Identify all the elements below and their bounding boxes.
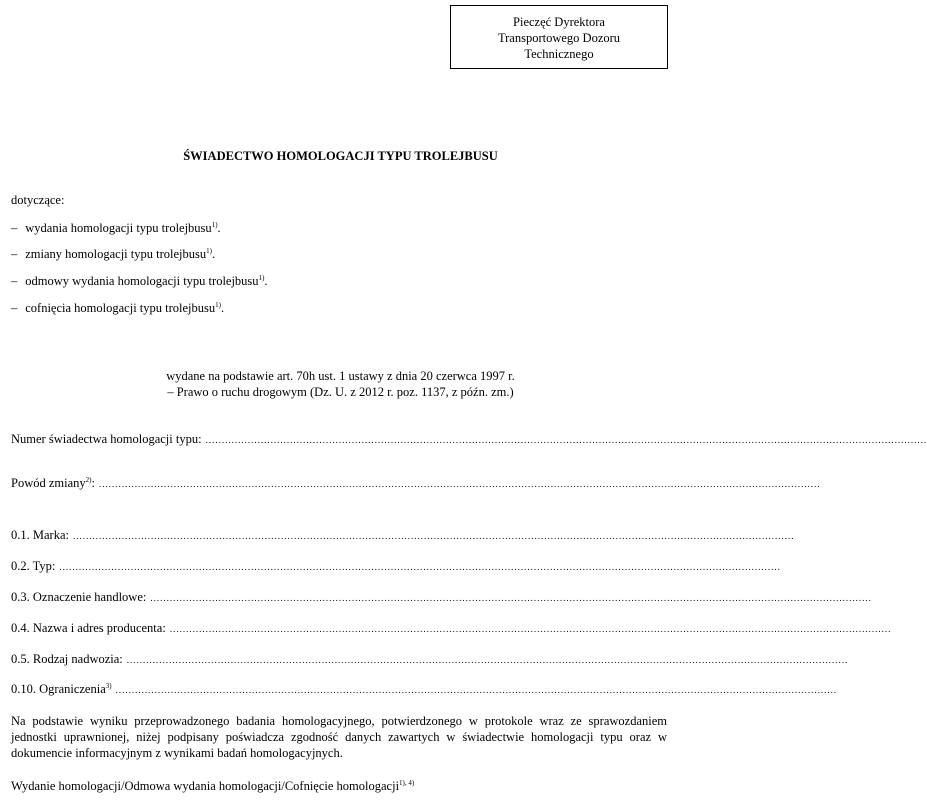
option-text: odmowy wydania homologacji typu trolejbusu xyxy=(25,274,259,288)
field-label: 0.5. Rodzaj nadwozia: xyxy=(11,652,123,666)
certification-paragraph: Na podstawie wyniku przeprowadzonego badania homologacyjnego, potwierdzonego w protokole wraz ze sprawozdaniem jednostki uprawnionej, niżej podpisany poświadcza zgodność danych zawartych w świadectwie homologacji typu oraz w dokumencie informacyjnym z wynikami badań homologacyjnych. xyxy=(11,714,667,760)
field-label: 0.4. Nazwa i adres producenta: xyxy=(11,621,166,635)
option-punct: . xyxy=(220,301,225,315)
option-refusal xyxy=(11,274,268,290)
stamp-line-1: Pieczęć Dyrektora xyxy=(513,15,605,29)
field-label: Powód zmiany$^{2)}$: xyxy=(11,476,95,490)
footnote-ref: 1) xyxy=(206,247,212,255)
concerning-label: dotyczące: xyxy=(11,193,65,207)
footnote-ref: 1) xyxy=(215,301,221,309)
option-punct: . xyxy=(217,221,221,235)
option-dash: – xyxy=(11,247,18,261)
option-dash: – xyxy=(11,301,18,315)
option-punct: . xyxy=(211,247,216,261)
field-label: Numer świadectwa homologacji typu: xyxy=(11,432,202,446)
footnote-ref: 1), 4) xyxy=(399,779,415,787)
option-text: cofnięcia homologacji typu trolejbusu xyxy=(25,301,216,315)
stamp-line-3: Technicznego xyxy=(524,47,594,61)
option-dash: – xyxy=(11,221,18,235)
field-label: 0.3. Oznaczenie handlowe: xyxy=(11,590,147,604)
fill-in-dots: .............................................................................................................................................................................................................................. xyxy=(59,562,781,572)
option-withdrawal xyxy=(11,301,224,317)
fill-in-dots: .............................................................................................................................................................................................................................. xyxy=(126,655,849,665)
field-body-type xyxy=(11,652,849,668)
footnote-ref: 1) xyxy=(258,274,265,282)
decision-line xyxy=(11,779,414,795)
field-label: 0.10. Ograniczenia$^{3)}$ xyxy=(11,682,112,696)
footnote-ref: 1) xyxy=(211,221,218,229)
field-certificate-number xyxy=(11,432,927,448)
director-stamp-box xyxy=(450,5,668,69)
legal-basis-line-1: wydane na podstawie art. 70h ust. 1 ustawy z dnia 20 czerwca 1997 r. xyxy=(166,369,515,383)
legal-basis xyxy=(0,368,681,400)
fill-in-dots: .............................................................................................................................................................................................................................. xyxy=(115,685,838,695)
stamp-line-2: Transportowego Dozoru xyxy=(497,31,621,45)
fill-in-dots: .............................................................................................................................................................................................................................. xyxy=(98,479,821,489)
footnote-ref: 2) xyxy=(85,476,92,484)
field-make xyxy=(11,528,795,544)
field-change-reason xyxy=(11,476,821,492)
field-label: 0.2. Typ: xyxy=(11,559,56,573)
fill-in-dots: .............................................................................................................................................................................................................................. xyxy=(169,624,892,634)
field-trade-name xyxy=(11,590,872,606)
option-punct: . xyxy=(264,274,268,288)
option-text: wydania homologacji typu trolejbusu xyxy=(25,221,212,235)
footnote-ref: 3) xyxy=(105,682,112,690)
fill-in-dots: .............................................................................................................................................................................................................................. xyxy=(205,435,927,445)
option-dash: – xyxy=(11,274,18,288)
field-type xyxy=(11,559,781,575)
fill-in-dots: .............................................................................................................................................................................................................................. xyxy=(150,593,872,603)
legal-basis-line-2: – Prawo o ruchu drogowym (Dz. U. z 2012 r. poz. 1137, z późn. zm.) xyxy=(167,385,514,399)
option-issue xyxy=(11,221,221,237)
fill-in-dots: .............................................................................................................................................................................................................................. xyxy=(72,531,795,541)
field-restrictions xyxy=(11,682,838,698)
field-manufacturer xyxy=(11,621,892,637)
option-text: zmiany homologacji typu trolejbusu xyxy=(25,247,207,261)
decision-text: Wydanie homologacji/Odmowa wydania homologacji/Cofnięcie homologacji xyxy=(11,779,400,793)
document-title: ŚWIADECTWO HOMOLOGACJI TYPU TROLEJBUSU xyxy=(183,149,498,163)
option-change xyxy=(11,247,215,263)
field-label: 0.1. Marka: xyxy=(11,528,69,542)
